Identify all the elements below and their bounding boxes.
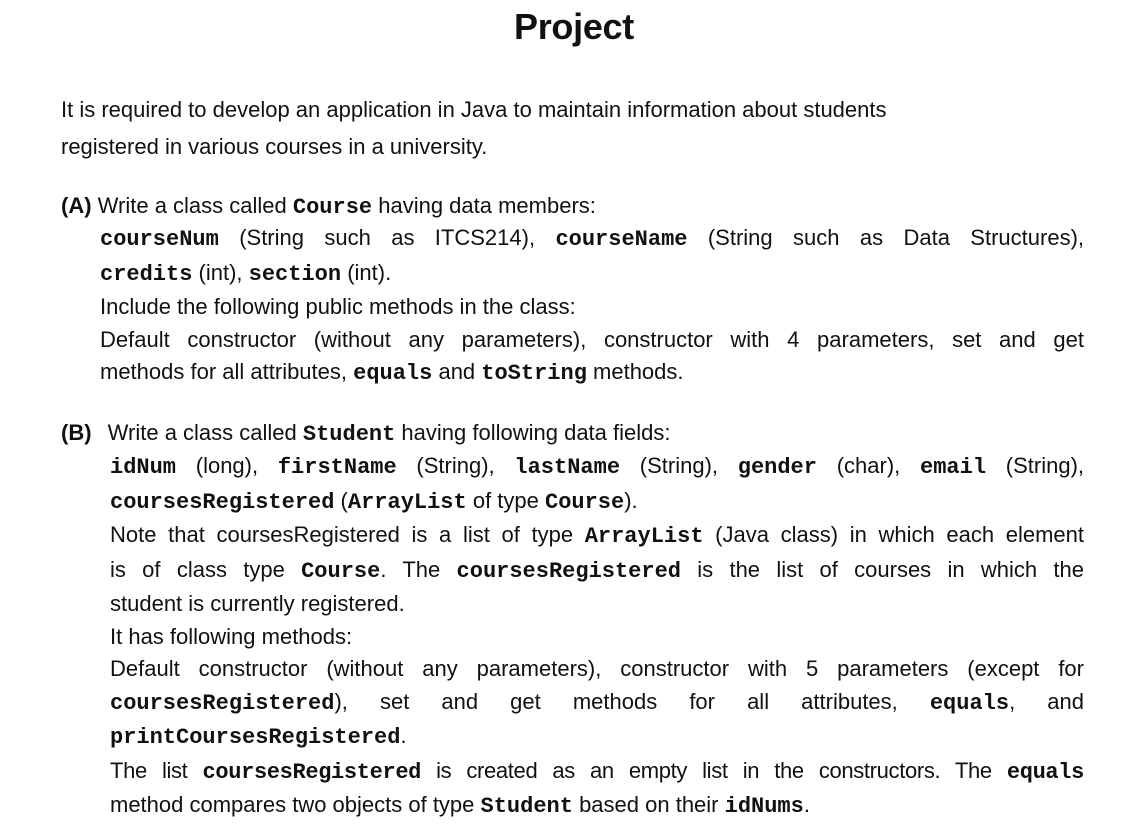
intro-paragraph — [61, 91, 1001, 165]
text: (String), — [986, 453, 1085, 478]
field-idnums: idNums — [724, 794, 804, 819]
text: and — [432, 359, 482, 384]
text: methods for all attributes, — [100, 359, 354, 384]
class-name-student: Student — [302, 422, 396, 447]
field-coursenum: courseNum — [100, 227, 219, 252]
text: (String such as Data Structures), — [687, 225, 1085, 250]
text: ). — [624, 487, 638, 513]
type-course: Course — [301, 558, 381, 584]
text: (int). — [341, 259, 392, 285]
text: (char), — [816, 453, 921, 478]
section-b-line-5: student is currently registered. — [110, 591, 405, 616]
text: methods. — [586, 359, 684, 384]
section-b-line-10 — [110, 755, 1084, 790]
type-arraylist: ArrayList — [584, 524, 704, 549]
field-email: email — [920, 455, 987, 480]
section-a-heading-text-end: having data members: — [372, 193, 596, 218]
method-printcoursesregistered: printCoursesRegistered — [110, 725, 401, 750]
page-title: Project — [514, 6, 634, 47]
section-b-line-3 — [110, 519, 1084, 554]
section-b-heading — [61, 417, 670, 451]
section-b-line-4 — [110, 554, 1084, 589]
section-b-heading-text: Write a class called — [101, 420, 303, 445]
text: (long), — [176, 453, 278, 478]
text: (String), — [396, 453, 515, 478]
method-equals: equals — [1006, 759, 1084, 785]
section-a-body — [100, 222, 1084, 391]
section-a-line-1 — [100, 222, 1084, 257]
section-b-line-6: It has following methods: — [110, 623, 353, 649]
section-b-label: (B) — [61, 420, 92, 445]
text: ( — [334, 487, 348, 513]
section-a-label: (A) — [61, 193, 92, 218]
type-arraylist: ArrayList — [347, 489, 467, 515]
text: (Java class) in which each element — [703, 522, 1084, 547]
field-coursename: courseName — [555, 227, 688, 252]
section-b-line-11 — [110, 789, 1084, 824]
text: . — [803, 792, 810, 817]
section-b-line-8 — [110, 686, 1084, 721]
text: Note that coursesRegistered is a list of type — [110, 522, 585, 547]
text: , and — [1009, 688, 1084, 714]
field-lastname: lastName — [514, 455, 621, 480]
field-coursesregistered: coursesRegistered — [456, 558, 681, 584]
text: . — [400, 723, 407, 748]
method-equals: equals — [353, 361, 433, 386]
intro-line-1: It is required to develop an application in Java to maintain information about students — [61, 97, 887, 122]
section-a-heading — [61, 190, 596, 224]
intro-line-2: registered in various courses in a university. — [61, 134, 488, 159]
section-b-line-9 — [110, 720, 1084, 755]
section-a-line-5 — [100, 356, 1084, 391]
text: based on their — [572, 792, 725, 817]
class-name-course: Course — [292, 195, 373, 220]
text: is of class type — [110, 556, 302, 582]
class-name-student: Student — [480, 794, 573, 819]
text: is the list of courses in which the — [680, 556, 1085, 582]
method-tostring: toString — [481, 361, 587, 386]
field-coursesregistered: coursesRegistered — [110, 690, 335, 716]
section-b-heading-text-end: having following data fields: — [395, 420, 671, 445]
text: (String such as ITCS214), — [218, 225, 556, 250]
section-b-body — [110, 450, 1084, 824]
field-section: section — [248, 261, 342, 287]
text: of type — [466, 487, 545, 513]
method-equals: equals — [929, 690, 1010, 716]
section-a-heading-text: Write a class called — [91, 193, 293, 218]
field-credits: credits — [100, 261, 193, 287]
field-firstname: firstName — [277, 455, 397, 480]
type-course: Course — [545, 489, 625, 515]
text: (int), — [192, 259, 249, 285]
section-b-line-7: Default constructor (without any parameters), constructor with 5 parameters (except for — [110, 656, 1084, 681]
section-b-line-2 — [110, 485, 1084, 520]
text: (String), — [620, 453, 738, 478]
section-a-line-2 — [100, 257, 1084, 292]
text: . The — [380, 556, 457, 582]
section-a-line-4: Default constructor (without any parameters), constructor with 4 parameters, set and get — [100, 326, 1084, 352]
text: is created as an empty list in the constructors. The — [421, 757, 1007, 783]
section-b-line-1 — [110, 450, 1084, 485]
text: ), set and get methods for all attributes, — [334, 688, 930, 714]
section-a-line-3: Include the following public methods in the class: — [100, 294, 576, 319]
field-gender: gender — [737, 455, 817, 480]
text: method compares two objects of type — [110, 792, 481, 817]
field-coursesregistered: coursesRegistered — [202, 759, 422, 785]
field-idnum: idNum — [110, 455, 177, 480]
field-coursesregistered: coursesRegistered — [110, 489, 335, 515]
text: The list — [110, 757, 203, 783]
